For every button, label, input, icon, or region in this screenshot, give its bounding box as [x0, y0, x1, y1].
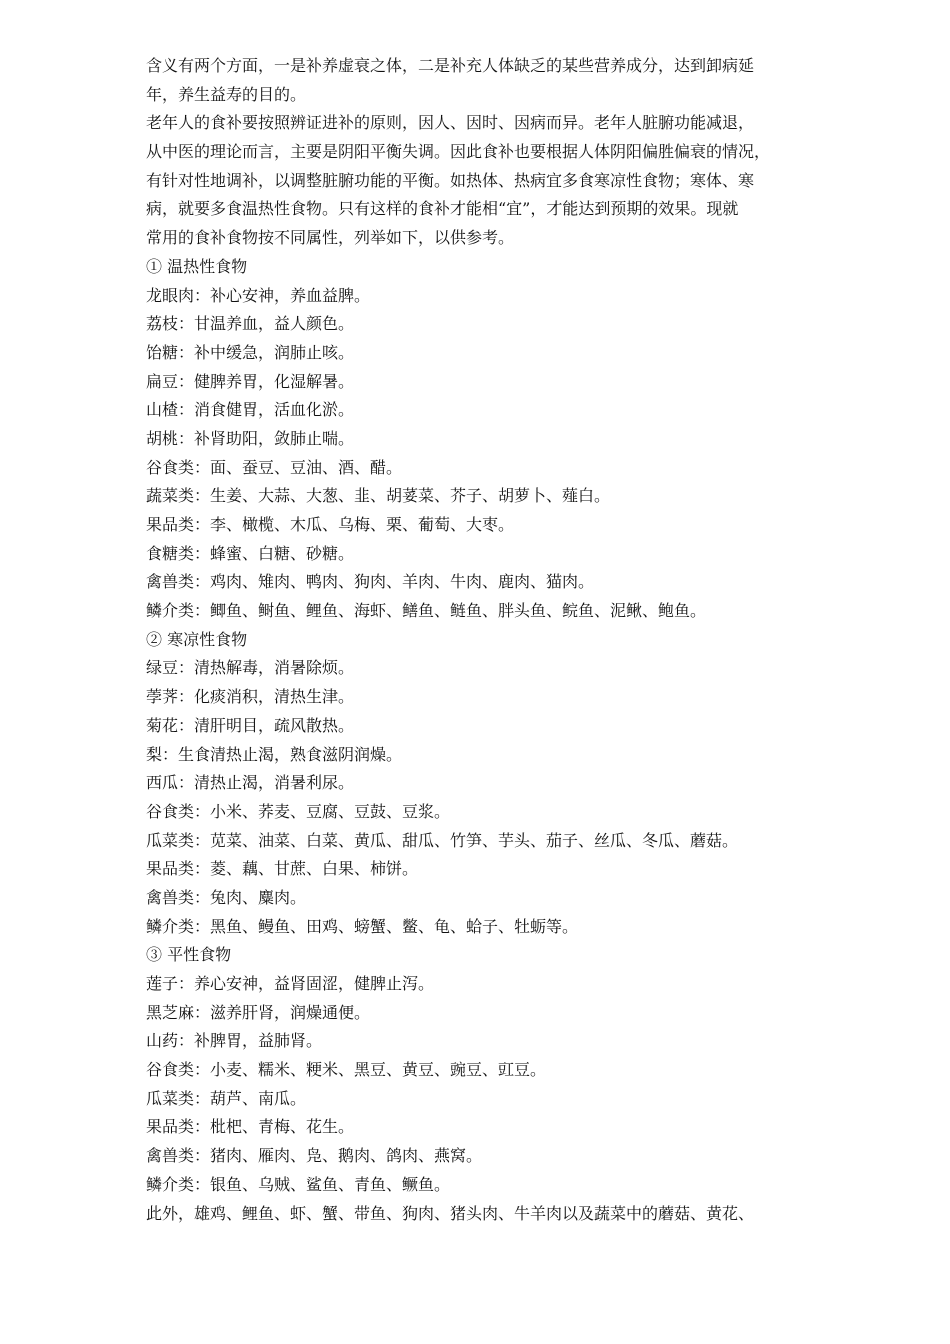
- text-line: 病，就要多食温热性食物。只有这样的食补才能相“宜”，才能达到预期的效果。现就: [146, 199, 739, 219]
- list-item: 鳞介类：鲫鱼、鲥鱼、鲤鱼、海虾、鳝鱼、鲢鱼、胖头鱼、鲩鱼、泥鳅、鲍鱼。: [146, 601, 707, 621]
- list-item: 禽兽类：猪肉、雁肉、凫、鹅肉、鸽肉、燕窝。: [146, 1146, 483, 1166]
- list-item: 山药：补脾胃，益肺肾。: [146, 1031, 323, 1051]
- list-item: 果品类：菱、藕、甘蔗、白果、柿饼。: [146, 859, 419, 879]
- list-item: 黑芝麻：滋养肝肾，润燥通便。: [146, 1002, 371, 1022]
- list-item: 瓜菜类：苋菜、油菜、白菜、黄瓜、甜瓜、竹笋、芋头、茄子、丝瓜、冬瓜、蘑菇。: [146, 830, 739, 850]
- list-item: 莲子：养心安神，益肾固涩，健脾止泻。: [146, 974, 435, 993]
- list-item: 蔬菜类：生姜、大蒜、大葱、韭、胡荽菜、芥子、胡萝卜、薤白。: [146, 486, 611, 506]
- section-heading: ① 温热性食物: [146, 256, 248, 276]
- list-item: 梨：生食清热止渴，熟食滋阴润燥。: [146, 744, 403, 764]
- list-item: 荔枝：甘温养血，益人颜色。: [146, 314, 355, 334]
- list-item: 谷食类：小米、荞麦、豆腐、豆鼓、豆浆。: [146, 801, 451, 821]
- list-item: 谷食类：小麦、糯米、粳米、黑豆、黄豆、豌豆、豇豆。: [146, 1060, 547, 1080]
- list-item: 荸荠：化痰消积，清热生津。: [146, 687, 355, 707]
- list-item: 西瓜：清热止渴，消暑利尿。: [146, 773, 355, 793]
- list-item: 鳞介类：银鱼、乌贼、鲨鱼、青鱼、鳜鱼。: [146, 1174, 451, 1194]
- list-item: 瓜菜类：葫芦、南瓜。: [146, 1088, 307, 1108]
- list-item: 禽兽类：兔肉、麋肉。: [146, 887, 307, 907]
- list-item: 鳞介类：黑鱼、鳗鱼、田鸡、螃蟹、鳖、龟、蛤子、牡蛎等。: [146, 916, 579, 936]
- list-item: 菊花：清肝明目，疏风散热。: [146, 715, 355, 735]
- text-line: 此外，雄鸡、鲤鱼、虾、蟹、带鱼、狗肉、猪头肉、牛羊肉以及蔬菜中的蘑菇、黄花、: [146, 1203, 755, 1223]
- list-item: 扁豆：健脾养胃，化湿解暑。: [146, 371, 355, 391]
- list-item: 果品类：枇杷、青梅、花生。: [146, 1117, 355, 1137]
- list-item: 谷食类：面、蚕豆、豆油、酒、醋。: [146, 457, 403, 477]
- text-line: 含义有两个方面，一是补养虚衰之体，二是补充人体缺乏的某些营养成分，达到卸病延: [146, 56, 755, 75]
- list-item: 山楂：消食健胃，活血化淤。: [146, 400, 355, 420]
- section-heading: ③ 平性食物: [146, 945, 232, 965]
- list-item: 胡桃：补肾助阳，敛肺止喘。: [146, 428, 355, 448]
- list-item: 食糖类：蜂蜜、白糖、砂糖。: [146, 543, 355, 563]
- document-page: [146, 52, 886, 1228]
- text-line: 从中医的理论而言，主要是阴阳平衡失调。因此食补也要根据人体阴阳偏胜偏衰的情况，: [146, 142, 771, 162]
- section-heading: ② 寒凉性食物: [146, 629, 248, 649]
- list-item: 龙眼肉：补心安神，养血益脾。: [146, 285, 371, 305]
- text-line: 年，养生益寿的目的。: [146, 84, 307, 104]
- list-item: 禽兽类：鸡肉、雉肉、鸭肉、狗肉、羊肉、牛肉、鹿肉、猫肉。: [146, 572, 595, 592]
- text-line: 老年人的食补要按照辨证进补的原则，因人、因时、因病而异。老年人脏腑功能减退，: [146, 113, 755, 133]
- list-item: 饴糖：补中缓急，润肺止咳。: [146, 342, 355, 362]
- list-item: 果品类：李、橄榄、木瓜、乌梅、栗、葡萄、大枣。: [146, 515, 515, 534]
- text-line: 常用的食补食物按不同属性，列举如下，以供参考。: [146, 228, 515, 248]
- list-item: 绿豆：清热解毒，消暑除烦。: [146, 658, 355, 678]
- text-line: 有针对性地调补，以调整脏腑功能的平衡。如热体、热病宜多食寒凉性食物；寒体、寒: [146, 170, 755, 190]
